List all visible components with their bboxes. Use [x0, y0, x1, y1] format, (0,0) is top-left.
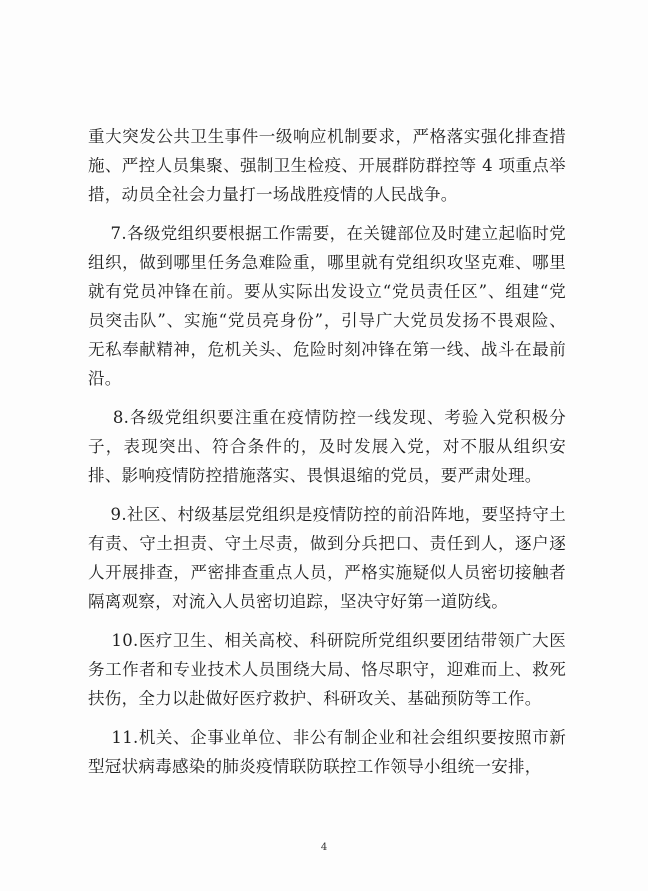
page-number: 4 — [320, 842, 328, 853]
paragraph-item-10: 10.医疗卫生、相关高校、科研院所党组织要团结带领广大医务工作者和专业技术人员围绕大局、恪尽职守，迎难而上、救死扶伤，全力以赴做好医疗救护、科研攻关、基础预防等工作。 — [88, 631, 567, 708]
paragraph-item-11: 11.机关、企事业单位、非公有制企业和社会组织要按照市新型冠状病毒感染的肺炎疫情联防联控工作领导小组统一安排， — [88, 728, 567, 776]
paragraph-item-7: 7.各级党组织要根据工作需要，在关键部位及时建立起临时党组织，做到哪里任务急难险重，哪里就有党组织攻坚克难、哪里就有党员冲锋在前。要从实际出发设立“党员责任区”、组建“党员突击队”、实施“党员亮身份”，引导广大党员发扬不畏艰险、无私奉献精神，危机关头、危险时刻冲锋在第一线、战斗在最前沿。 — [88, 224, 566, 388]
paragraph-continuation: 重大突发公共卫生事件一级响应机制要求，严格落实强化排查措施、严控人员集聚、强制卫生检疫、开展群防群控等 4 项重点举措，动员全社会力量打一场战胜疫情的人民战争。 — [88, 127, 566, 204]
document-body — [88, 122, 566, 791]
paragraph-item-8: 8.各级党组织要注重在疫情防控一线发现、考验入党积极分子，表现突出、符合条件的，及时发展入党，对不服从组织安排、影响疫情防控措施落实、畏惧退缩的党员，要严肃处理。 — [88, 408, 567, 485]
paragraph-item-9: 9.社区、村级基层党组织是疫情防控的前沿阵地，要坚持守土有责、守土担责、守土尽责，做到分兵把口、责任到人，逐户逐人开展排查，严密排查重点人员，严格实施疑似人员密切接触者隔离观察，对流入人员密切追踪，坚决守好第一道防线。 — [88, 505, 566, 611]
